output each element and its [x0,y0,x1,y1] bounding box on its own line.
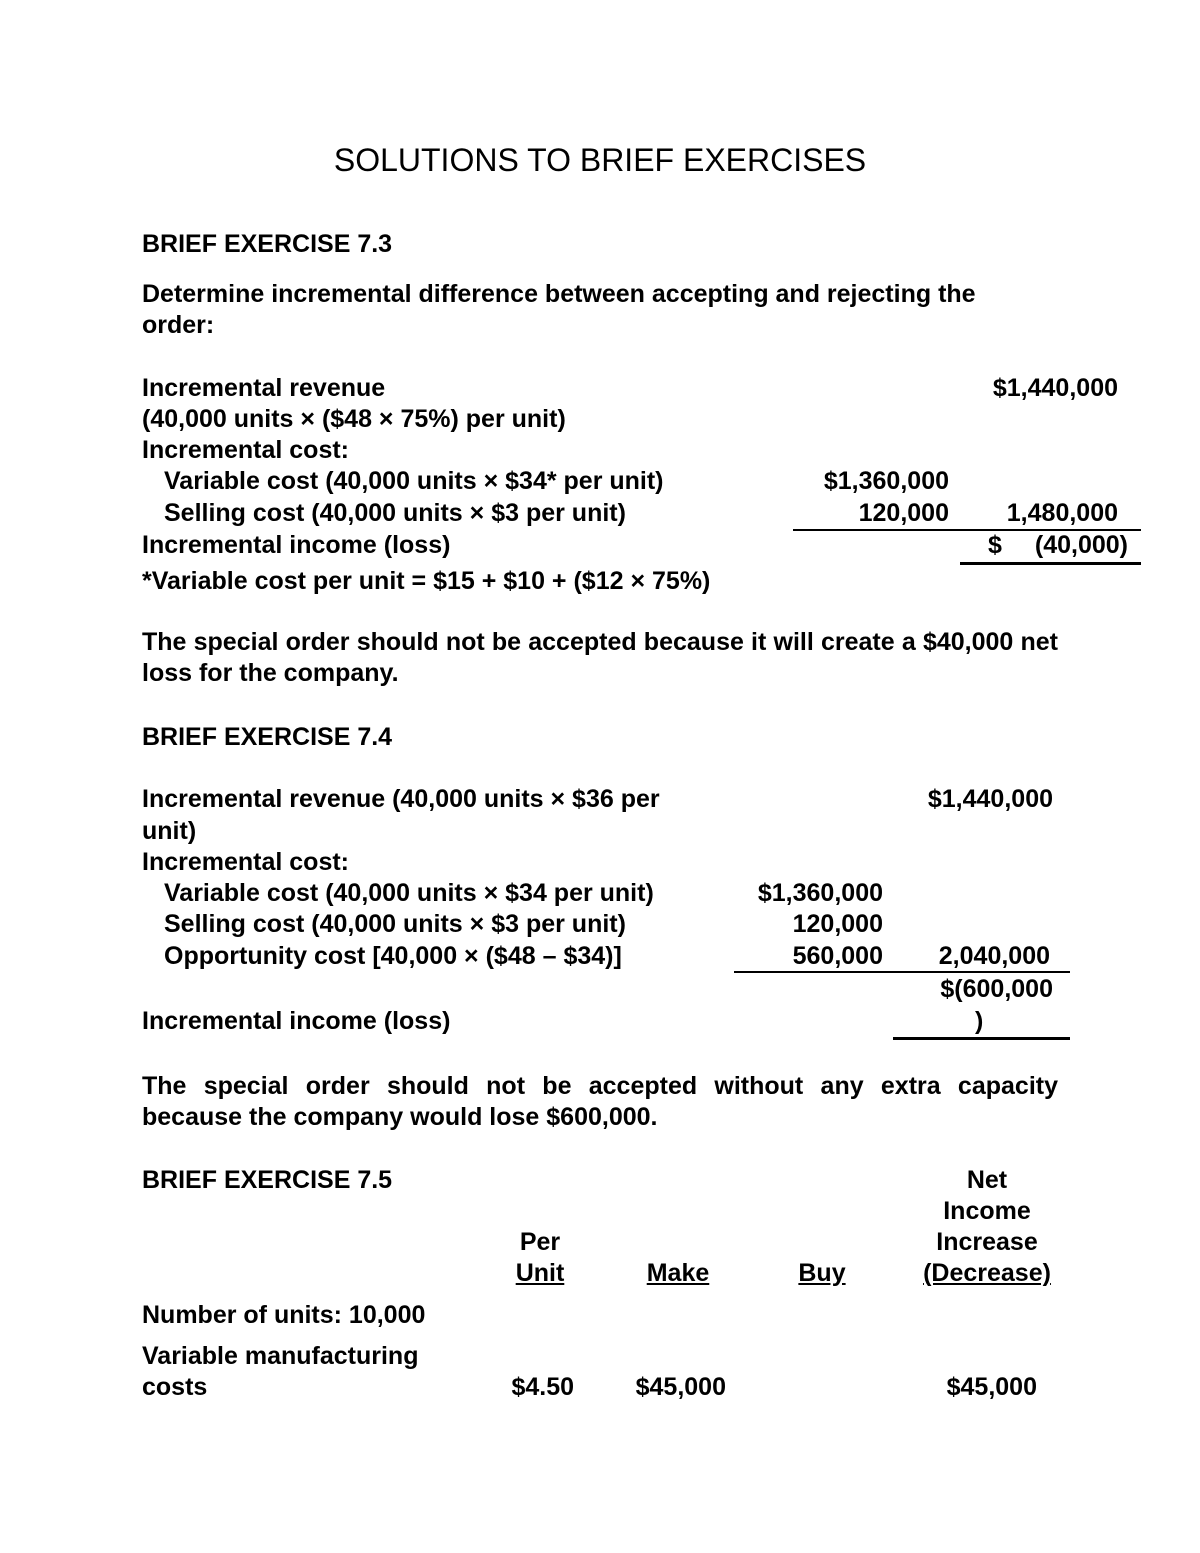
be74-variable-cost-label: Variable cost (40,000 units × $34 per unit) [164,879,654,907]
be75-vmc-label-line1: Variable manufacturing [142,1342,419,1370]
be74-income-amount-line1: $(600,000 [940,975,1053,1003]
be75-col-net-line3: Increase [936,1228,1038,1256]
be75-heading: BRIEF EXERCISE 7.5 [142,1166,393,1194]
be74-conclusion: The special order should not be accepted without any extra capacity because the company would lose $600,000. [142,1072,1058,1131]
be75-col-net-line1: Net [966,1166,1008,1194]
be73-intro-line2: order: [142,311,215,339]
be73-heading: BRIEF EXERCISE 7.3 [142,230,393,258]
be74-selling-cost-label: Selling cost (40,000 units × $3 per unit) [164,910,626,938]
be73-variable-cost-amount: $1,360,000 [823,467,949,495]
be74-revenue-label-line1: Incremental revenue (40,000 units × $36 per [142,785,660,813]
be74-income-label: Incremental income (loss) [142,1007,451,1035]
be74-revenue-amount: $1,440,000 [927,785,1053,813]
be73-conclusion: The special order should not be accepted because it will create a $40,000 net loss for the company. [142,628,1058,687]
be73-footnote: *Variable cost per unit = $15 + $10 + ($12 × 75%) [142,567,711,595]
be74-cost-label: Incremental cost: [142,848,350,876]
be73-income-label: Incremental income (loss) [142,531,451,559]
be75-col-per-unit-line1: Per [519,1228,561,1256]
be74-cost-total: 2,040,000 [938,942,1050,970]
be73-revenue-label: Incremental revenue [142,374,386,402]
be75-vmc-per-unit: $4.50 [511,1373,574,1401]
be73-variable-cost-label: Variable cost (40,000 units × $34* per unit) [164,467,664,495]
be74-income-double-underline [893,1037,1070,1040]
be74-opportunity-cost-amount: 560,000 [792,942,883,970]
be73-income-dollar: $ [988,531,1002,559]
be73-intro-line1: Determine incremental difference between accepting and rejecting the [142,280,976,308]
be75-col-net-line2: Income [943,1197,1031,1225]
be73-income-double-underline [960,562,1141,565]
be73-selling-cost-amount: 120,000 [858,499,949,527]
be73-cost-label: Incremental cost: [142,436,350,464]
be73-selling-cost-label: Selling cost (40,000 units × $3 per unit) [164,499,626,527]
be75-vmc-label-line2: costs [142,1373,208,1401]
page-title: SOLUTIONS TO BRIEF EXERCISES [333,142,867,178]
be74-heading: BRIEF EXERCISE 7.4 [142,723,393,751]
be75-col-net-line4: (Decrease) [923,1259,1051,1287]
be75-vmc-make: $45,000 [635,1373,726,1401]
be75-col-make: Make [646,1259,710,1287]
be75-col-buy: Buy [798,1259,846,1287]
be74-revenue-label-line2: unit) [142,817,197,845]
be75-units-label: Number of units: 10,000 [142,1301,426,1329]
be74-selling-cost-amount: 120,000 [792,910,883,938]
be73-revenue-detail: (40,000 units × ($48 × 75%) per unit) [142,405,566,433]
be73-income-amount: (40,000) [1034,531,1128,559]
be73-revenue-amount: $1,440,000 [992,374,1118,402]
be73-cost-total: 1,480,000 [1006,499,1118,527]
be75-vmc-net: $45,000 [946,1373,1037,1401]
be74-income-amount-line2: ) [975,1007,984,1035]
be74-cost-underline [734,971,1070,973]
be74-opportunity-cost-label: Opportunity cost [40,000 × ($48 – $34)] [164,942,622,970]
be75-col-per-unit-line2: Unit [515,1259,565,1287]
be74-variable-cost-amount: $1,360,000 [757,879,883,907]
